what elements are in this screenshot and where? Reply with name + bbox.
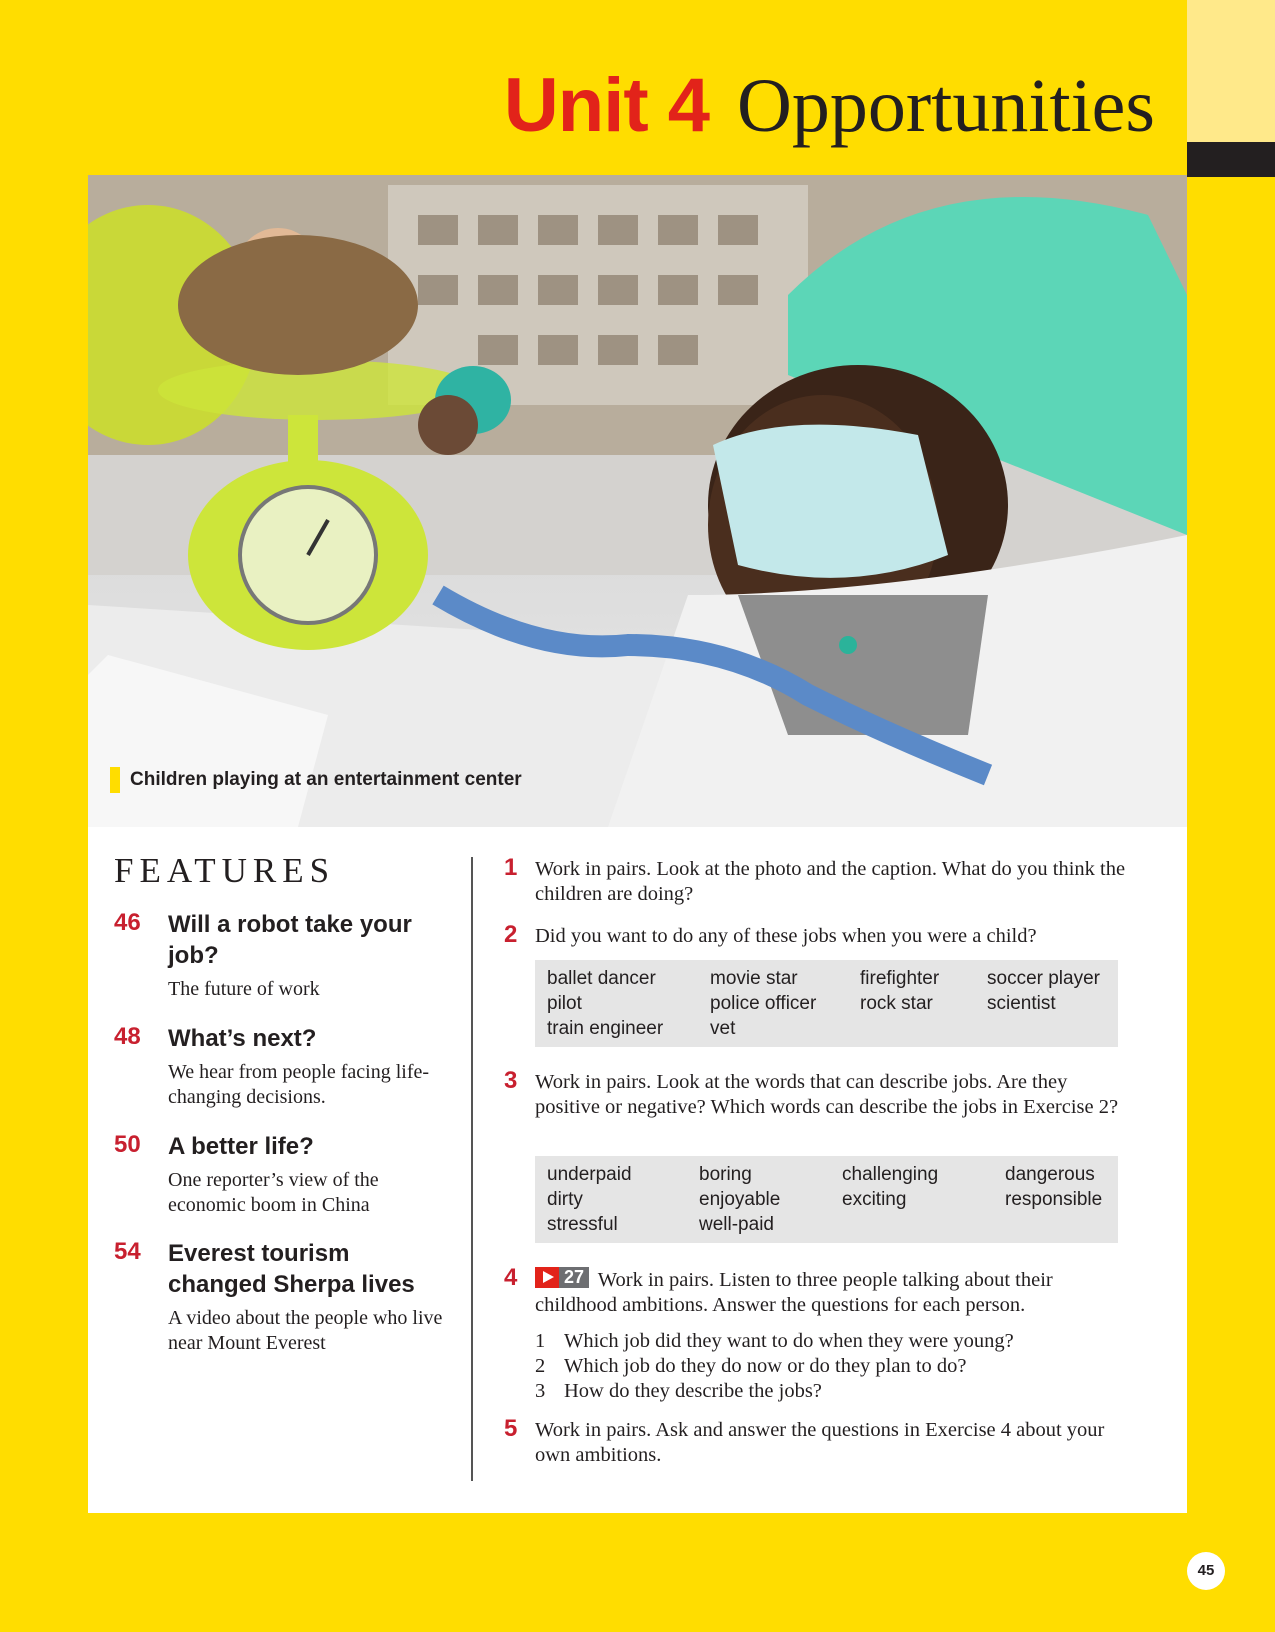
adjectives-word-box [535, 1156, 1118, 1243]
question-item [535, 1379, 1014, 1404]
question-text: Which job do they do now or do they plan to do? [564, 1355, 967, 1377]
exercise-text: Work in pairs. Look at the words that can describe jobs. Are they positive or negative? Which words can describe the jobs in Exercise 2? [535, 1071, 1119, 1118]
exercise-1 [504, 854, 1134, 907]
feature-title: Everest tourism changed Sherpa lives [168, 1240, 415, 1298]
question-item [535, 1329, 1014, 1354]
job-word: scientist [987, 993, 1056, 1014]
feature-item[interactable] [114, 1238, 444, 1356]
question-number: 3 [535, 1380, 546, 1402]
adjective-word: boring [699, 1164, 752, 1185]
feature-page-number: 54 [114, 1238, 141, 1265]
question-text: Which job did they want to do when they were young? [564, 1330, 1014, 1352]
jobs-word-box [535, 960, 1118, 1047]
feature-title: A better life? [168, 1133, 314, 1160]
exercise-4 [504, 1264, 1134, 1318]
exercise-text: Work in pairs. Ask and answer the questions in Exercise 4 about your own ambitions. [535, 1419, 1105, 1466]
unit-name: Opportunities [737, 64, 1155, 148]
exercise-number: 1 [504, 854, 518, 881]
content-panel [88, 827, 1187, 1513]
play-icon [535, 1267, 559, 1288]
features-heading: FEATURES [114, 851, 336, 890]
feature-description: One reporter’s view of the economic boom in China [168, 1169, 379, 1216]
question-number: 1 [535, 1330, 546, 1352]
feature-item[interactable] [114, 1023, 444, 1110]
page-number: 45 [1187, 1552, 1225, 1590]
unit-title [504, 58, 1155, 154]
question-number: 2 [535, 1355, 546, 1377]
adjective-word: dirty [547, 1189, 583, 1210]
job-word: rock star [860, 993, 933, 1014]
feature-description: We hear from people facing life-changing decisions. [168, 1061, 430, 1108]
edge-tab-light [1187, 0, 1275, 142]
job-word: train engineer [547, 1018, 664, 1039]
feature-item[interactable] [114, 909, 444, 1002]
edge-tab-dark [1187, 142, 1275, 177]
column-divider [471, 857, 473, 1481]
job-word: pilot [547, 993, 582, 1014]
feature-page-number: 46 [114, 909, 141, 936]
exercise-number: 3 [504, 1067, 518, 1094]
feature-item[interactable] [114, 1131, 444, 1218]
adjective-word: stressful [547, 1214, 618, 1235]
adjective-word: challenging [842, 1164, 939, 1185]
job-word: police officer [710, 993, 817, 1014]
unit-photo [88, 175, 1187, 827]
exercise-4-body [535, 1267, 1134, 1318]
exercise-text: Did you want to do any of these jobs when you were a child? [535, 925, 1037, 947]
feature-description: The future of work [168, 978, 320, 1000]
feature-title: Will a robot take your job? [168, 911, 412, 969]
adjective-word: dangerous [1005, 1164, 1095, 1185]
adjective-word: well-paid [699, 1214, 774, 1235]
adjective-word: enjoyable [699, 1189, 781, 1210]
exercise-text: Work in pairs. Look at the photo and the caption. What do you think the children are doing? [535, 858, 1126, 905]
exercise-number: 2 [504, 921, 518, 948]
exercise-number: 5 [504, 1415, 518, 1442]
exercise-3 [504, 1067, 1134, 1120]
exercise-5 [504, 1415, 1134, 1468]
adjective-word: underpaid [547, 1164, 632, 1185]
adjective-word: exciting [842, 1189, 907, 1210]
feature-page-number: 48 [114, 1023, 141, 1050]
question-text: How do they describe the jobs? [564, 1380, 822, 1402]
exercise-2 [504, 921, 1134, 949]
job-word: ballet dancer [547, 968, 656, 989]
feature-title: What’s next? [168, 1025, 317, 1052]
unit-label: Unit 4 [503, 63, 710, 148]
job-word: firefighter [860, 968, 940, 989]
exercise-text: Work in pairs. Listen to three people talking about their childhood ambitions. Answer the questions for each person. [535, 1269, 1053, 1316]
audio-track-number: 27 [559, 1267, 589, 1288]
feature-page-number: 50 [114, 1131, 141, 1158]
photo-illustration [88, 175, 1187, 827]
audio-track-button[interactable] [535, 1267, 589, 1288]
feature-description: A video about the people who live near Mount Everest [168, 1307, 443, 1354]
question-item [535, 1354, 1014, 1379]
job-word: vet [710, 1018, 736, 1039]
photo-caption: Children playing at an entertainment center [110, 769, 522, 791]
question-list [535, 1329, 1014, 1404]
job-word: movie star [710, 968, 798, 989]
adjective-word: responsible [1005, 1189, 1103, 1210]
exercise-number: 4 [504, 1264, 518, 1291]
job-word: soccer player [987, 968, 1100, 989]
